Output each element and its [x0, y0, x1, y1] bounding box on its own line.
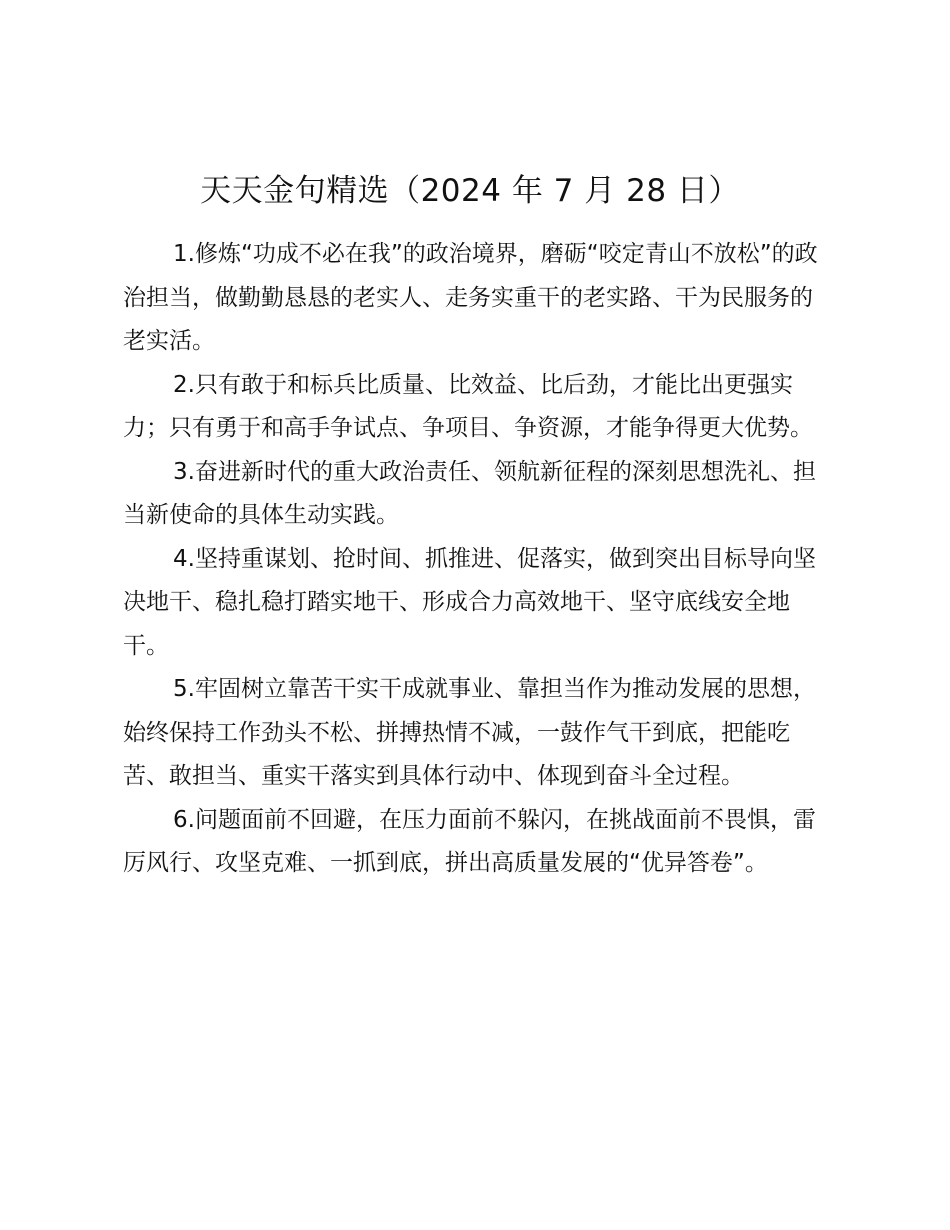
quote-paragraph-2: 2.只有敢于和标兵比质量、比效益、比后劲，才能比出更强实力；只有勇于和高手争试点、争项目、争资源，才能争得更大优势。 — [123, 371, 813, 441]
quote-paragraph-4: 4.坚持重谋划、抢时间、抓推进、促落实，做到突出目标导向坚决地干、稳扎稳打踏实地干、形成合力高效地干、坚守底线安全地干。 — [123, 545, 816, 659]
quote-paragraph-5: 5.牢固树立靠苦干实干成就事业、靠担当作为推动发展的思想，始终保持工作劲头不松、拼搏热情不减，一鼓作气干到底，把能吃苦、敢担当、重实干落实到具体行动中、体现到奋斗全过程。 — [123, 676, 816, 789]
document-body — [123, 233, 833, 886]
quote-paragraph-3: 3.奋进新时代的重大政治责任、领航新征程的深刻思想洗礼、担当新使命的具体生动实践。 — [123, 458, 816, 528]
quote-paragraph-1: 1.修炼“功成不必在我”的政治境界，磨砺“咬定青山不放松”的政治担当，做勤勤恳恳的老实人、走务实重干的老实路、干为民服务的老实活。 — [123, 241, 818, 354]
document-title: 天天金句精选（2024 年 7 月 28 日） — [200, 173, 740, 209]
quote-paragraph-6: 6.问题面前不回避，在压力面前不躲闪，在挑战面前不畏惧，雷厉风行、攻坚克难、一抓到底，拼出高质量发展的“优异答卷”。 — [123, 806, 816, 876]
